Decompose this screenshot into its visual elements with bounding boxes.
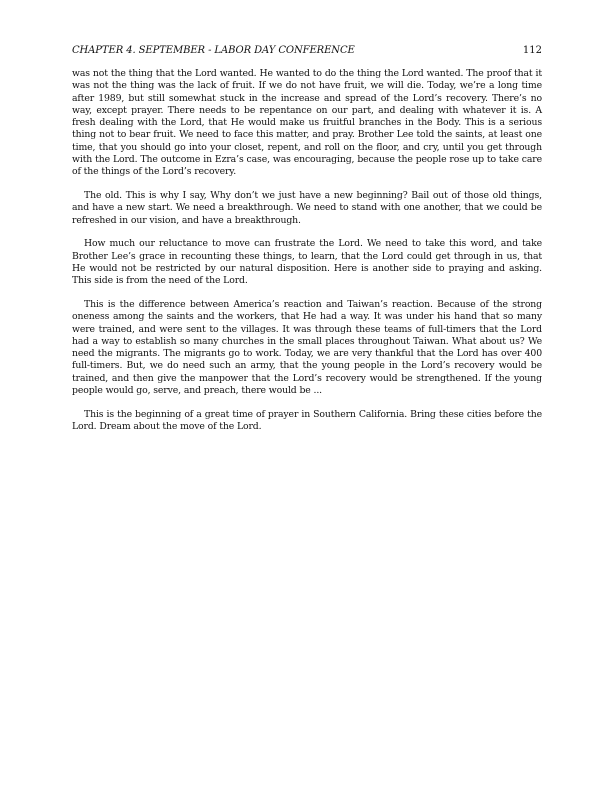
paragraph: This is the beginning of a great time of prayer in Southern California. Bring these cities before the Lord. Dream about the move of the Lord. (72, 408, 542, 432)
paragraph: was not the thing that the Lord wanted. He wanted to do the thing the Lord wanted. The proof that it was not the thing was the lack of fruit. If we do not have fruit, we will die. Today, we’re a long time after 1989, but still somewhat stuck in the increase and spread of the Lord’s recovery. There’s no way, except prayer. There needs to be repentance on our part, and dealing with whatever it is. A fresh dealing with the Lord, that He would make us fruitful branches in the Body. This is a serious thing not to bear fruit. We need to face this matter, and pray. Brother Lee told the saints, at least one time, that you should go into your closet, repent, and roll on the floor, and cry, until you get through with the Lord. The outcome in Ezra’s case, was encouraging, because the people rose up to take care of the things of the Lord’s recovery. (72, 68, 542, 178)
body-text (72, 68, 542, 445)
page-number: 112 (522, 45, 542, 56)
running-header (72, 45, 542, 57)
paragraph: This is the difference between America’s reaction and Taiwan’s reaction. Because of the strong oneness among the saints and the workers, that He had a way. It was under his hand that so many were trained, and were sent to the villages. It was through these teams of full-timers that the Lord had a way to establish so many churches in the small places throughout Taiwan. What about us? We need the migrants. The migrants go to work. Today, we are very thankful that the Lord has over 400 full-timers. But, we do need such an army, that the young people in the Lord’s recovery would be trained, and then give the manpower that the Lord’s recovery would be strengthened. If the young people would go, serve, and preach, there would be ... (72, 298, 542, 396)
paragraph: How much our reluctance to move can frustrate the Lord. We need to take this word, and take Brother Lee’s grace in recounting these things, to learn, that the Lord could get through in us, that He would not be restricted by our natural disposition. Here is another side to praying and asking. This side is from the need of the Lord. (72, 238, 542, 287)
paragraph: The old. This is why I say, Why don’t we just have a new beginning? Bail out of those old things, and have a new start. We need a breakthrough. We need to stand with one another, that we could be refreshed in our vision, and have a breakthrough. (72, 190, 542, 226)
running-title: CHAPTER 4. SEPTEMBER - LABOR DAY CONFERENCE (72, 45, 355, 56)
